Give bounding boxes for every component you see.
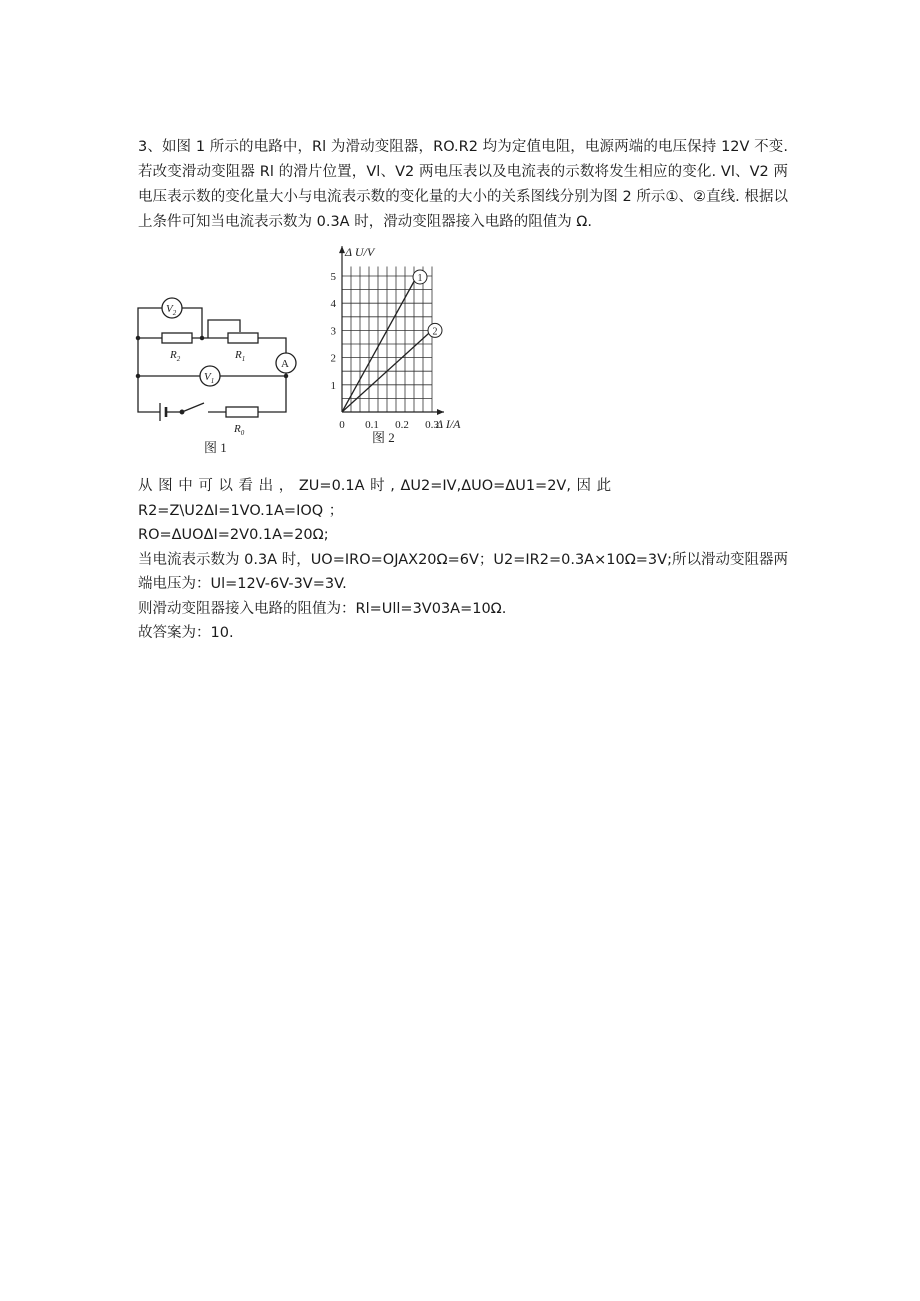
y-tick-label: 2 (330, 352, 336, 365)
circuit-labels (166, 303, 289, 455)
x-axis-arrow (437, 409, 444, 415)
figure2-caption: 图 2 (372, 430, 395, 445)
wire-left (138, 310, 160, 412)
solution-line-4: 则滑动变阻器接入电路的阻值为：Rl=Ull=3V03A=10Ω. (138, 600, 507, 617)
solution-line-1: 从 图 中 可 以 看 出 ， ZU=0.1A 时 , ΔU2=IV,ΔUO=ΔU1=2V, 因 此 R2=Z\U2ΔI=1VO.1A=IOQ ； (138, 478, 612, 519)
y-tick-label: 3 (330, 325, 336, 338)
y-tick-label: 5 (330, 271, 336, 283)
r0-resistor (226, 407, 258, 417)
circuit-diagram (136, 298, 296, 421)
question-text: 3、如图 1 所示的电路中，Rl 为滑动变阻器，RO.R2 均为定值电阻，电源两端的电压保持 12V 不变. 若改变滑动变阻器 Rl 的滑片位置，Vl、V2 两电压表以及电流表的示数将发生相应的变化. Vl、V2 两电压表示数的变化量大小与电流表示数的变化量的大小的关系图线分别为图 2 所示①、②直线. 根据以上条件可知当电流表示数为 0.3A 时，滑动变阻器接入电路的阻值为 Ω. (138, 139, 788, 230)
wire-right-down (258, 373, 286, 412)
junction-dot (136, 336, 139, 339)
wire-v2-branch (138, 308, 162, 310)
solution-line-5: 故答案为：10. (138, 625, 234, 641)
series-label-1: 1 (417, 273, 423, 284)
solution-line-3: 当电流表示数为 0.3A 时，UO=IRO=OJAX20Ω=6V；U2=IR2=0.3A×10Ω=3V;所以滑动变阻器两端电压为：Ul=12V-6V-3V=3V. (138, 551, 788, 592)
switch-blade (182, 403, 204, 412)
x-tick-label: 0.3 (425, 419, 439, 431)
r1-resistor (228, 333, 258, 343)
junction-dot (284, 374, 287, 377)
y-axis-label: Δ U/V (345, 245, 375, 260)
series-label-2: 2 (432, 326, 438, 338)
delta-u-delta-i-chart (331, 245, 462, 431)
wire-r1-right (258, 338, 286, 353)
r1-label: $R_1$ (235, 349, 246, 363)
y-tick-label: 4 (330, 298, 336, 311)
solution-block (138, 474, 790, 646)
x-tick-label: 0.2 (395, 419, 409, 431)
junction-dot (136, 374, 139, 377)
figure1-caption: 图 1 (204, 440, 227, 455)
r2-label: $R_2$ (170, 349, 181, 363)
y-tick-label: 1 (330, 379, 336, 392)
v1-label: $V_1$ (204, 371, 215, 385)
x-tick-label: 0.1 (365, 419, 379, 431)
r1-slider-wire (208, 320, 240, 338)
figures-svg (130, 240, 500, 460)
x-tick-label: 0 (339, 419, 345, 431)
r0-label: $R_0$ (234, 423, 245, 437)
x-axis-label: Δ I/A (436, 417, 461, 431)
junction-dot (200, 336, 203, 339)
question-block (138, 135, 788, 235)
solution-line-2: RO=ΔUOΔI=2V0.1A=20Ω; (138, 527, 329, 543)
v2-label: $V_2$ (166, 303, 177, 317)
figures (130, 240, 500, 460)
r2-resistor (162, 333, 192, 343)
ammeter-label: A (281, 358, 289, 370)
